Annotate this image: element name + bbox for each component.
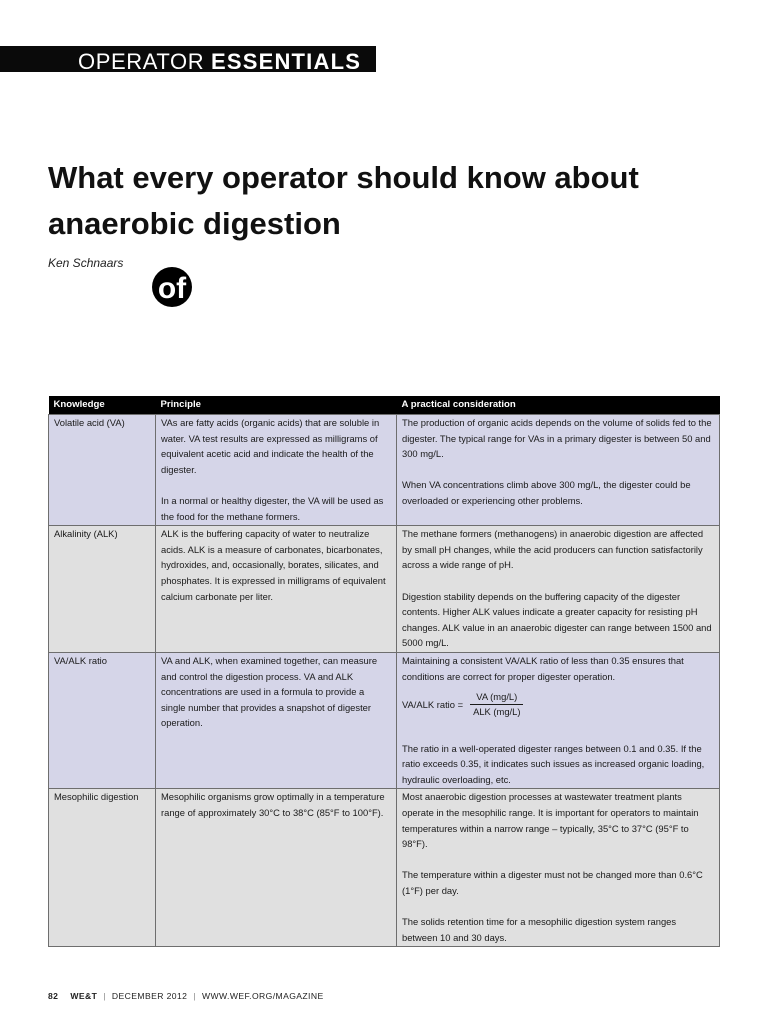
knowledge-text: Mesophilic digestion xyxy=(54,791,139,803)
consideration-text: Maintaining a consistent VA/ALK ratio of less than 0.35 ensures that conditions are correct for proper digester operation. xyxy=(402,654,684,682)
formula-fraction xyxy=(467,690,526,719)
knowledge-cell xyxy=(49,652,156,789)
section-label xyxy=(78,51,361,73)
section-label-light: OPERATOR xyxy=(78,49,211,74)
knowledge-table xyxy=(48,396,719,947)
consideration-text: The ratio in a well-operated digester ranges between 0.1 and 0.35. If the ratio exceeds 0.35, it indicates such issues as increased organic loading, hydraulic overloading, etc. xyxy=(402,742,705,785)
formula-denominator: ALK (mg/L) xyxy=(473,706,521,718)
va-alk-formula xyxy=(402,690,714,719)
principle-cell xyxy=(156,652,397,789)
principle-text: Mesophilic organisms grow optimally in a temperature range of approximately 30°C to 38°C (85°F to 100°F). xyxy=(161,791,385,819)
consideration-cell xyxy=(397,789,720,947)
principle-text: VAs are fatty acids (organic acids) that are soluble in water. VA test results are expressed as milligrams of equivalent acetic acid and indicate the health of the digester. xyxy=(161,417,380,475)
consideration-text: When VA concentrations climb above 300 mg/L, the digester could be overloaded or experiencing other problems. xyxy=(402,479,691,506)
article-headline: What every operator should know about anaerobic digestion xyxy=(48,160,639,241)
section-banner xyxy=(0,46,376,72)
page-number: 82 xyxy=(48,991,59,1001)
principle-cell xyxy=(156,415,397,526)
consideration-cell xyxy=(397,652,720,789)
principle-text: VA and ALK, when examined together, can measure and control the digestion process. VA and ALK concentrations are used in a formula to provide a single number that provides a snapshot of digester operation. xyxy=(161,654,378,729)
consideration-text: The temperature within a digester must not be changed more than 0.6°C (1°F) per day. xyxy=(402,869,703,897)
table-row xyxy=(49,526,720,653)
operator-fundamentals-logo-icon xyxy=(150,264,196,308)
consideration-text: Most anaerobic digestion processes at wastewater treatment plants operate in the mesophilic range. It is important for operators to maintain temperatures within a narrow range – typically, 35°C to 37°C (95°F to 98°F). xyxy=(402,791,699,850)
page-footer xyxy=(48,991,324,1001)
table-row xyxy=(49,789,720,947)
issue-date: DECEMBER 2012 xyxy=(111,991,188,1001)
principle-cell xyxy=(156,789,397,947)
consideration-text: The methane formers (methanogens) in anaerobic digestion are affected by small pH changes, while the acid producers can function satisfactorily across a wide range of pH. xyxy=(402,528,704,571)
magazine-url: WWW.WEF.ORG/MAGAZINE xyxy=(201,991,324,1001)
knowledge-text: Volatile acid (VA) xyxy=(54,417,125,428)
header-consideration: A practical consideration xyxy=(397,396,720,415)
magazine-name: WE&T xyxy=(70,991,98,1001)
author-byline: Ken Schnaars xyxy=(48,256,124,270)
consideration-cell xyxy=(397,415,720,526)
knowledge-text: VA/ALK ratio xyxy=(54,654,107,666)
table-row xyxy=(49,652,720,789)
knowledge-text: Alkalinity (ALK) xyxy=(54,528,118,540)
logo-text: of xyxy=(157,272,187,305)
header-knowledge: Knowledge xyxy=(49,396,156,415)
principle-text: In a normal or healthy digester, the VA will be used as the food for the methane formers. xyxy=(161,494,384,522)
principle-text: ALK is the buffering capacity of water to neutralize acids. ALK is a measure of carbonates, bicarbonates, hydroxides, and, occasionally, borates, silicates, and phosphates. It is expressed in milligrams of equivalent calcium carbonate per liter. xyxy=(161,528,386,602)
knowledge-cell xyxy=(49,789,156,947)
knowledge-cell xyxy=(49,526,156,653)
footer-separator: | xyxy=(193,991,196,1001)
consideration-text: The production of organic acids depends on the volume of solids fed to the digester. The typical range for VAs in a primary digester is between 50 and 300 mg/L. xyxy=(402,417,712,460)
table-row xyxy=(49,415,720,526)
consideration-cell xyxy=(397,526,720,653)
footer-separator: | xyxy=(103,991,106,1001)
formula-numerator: VA (mg/L) xyxy=(470,690,523,705)
principle-cell xyxy=(156,526,397,653)
formula-lhs: VA/ALK ratio = xyxy=(402,698,464,710)
consideration-text: Digestion stability depends on the buffering capacity of the digester contents. Higher ALK values indicate a greater capacity for resisting pH changes. ALK value in an anaerobic digester can range between 1500 and 5000 mg/L. xyxy=(402,590,712,649)
header-principle: Principle xyxy=(156,396,397,415)
section-label-bold: ESSENTIALS xyxy=(210,49,362,74)
consideration-text: The solids retention time for a mesophilic digestion system ranges between 10 and 30 days. xyxy=(402,916,677,943)
table-header-row xyxy=(49,396,720,415)
knowledge-cell xyxy=(49,415,156,526)
